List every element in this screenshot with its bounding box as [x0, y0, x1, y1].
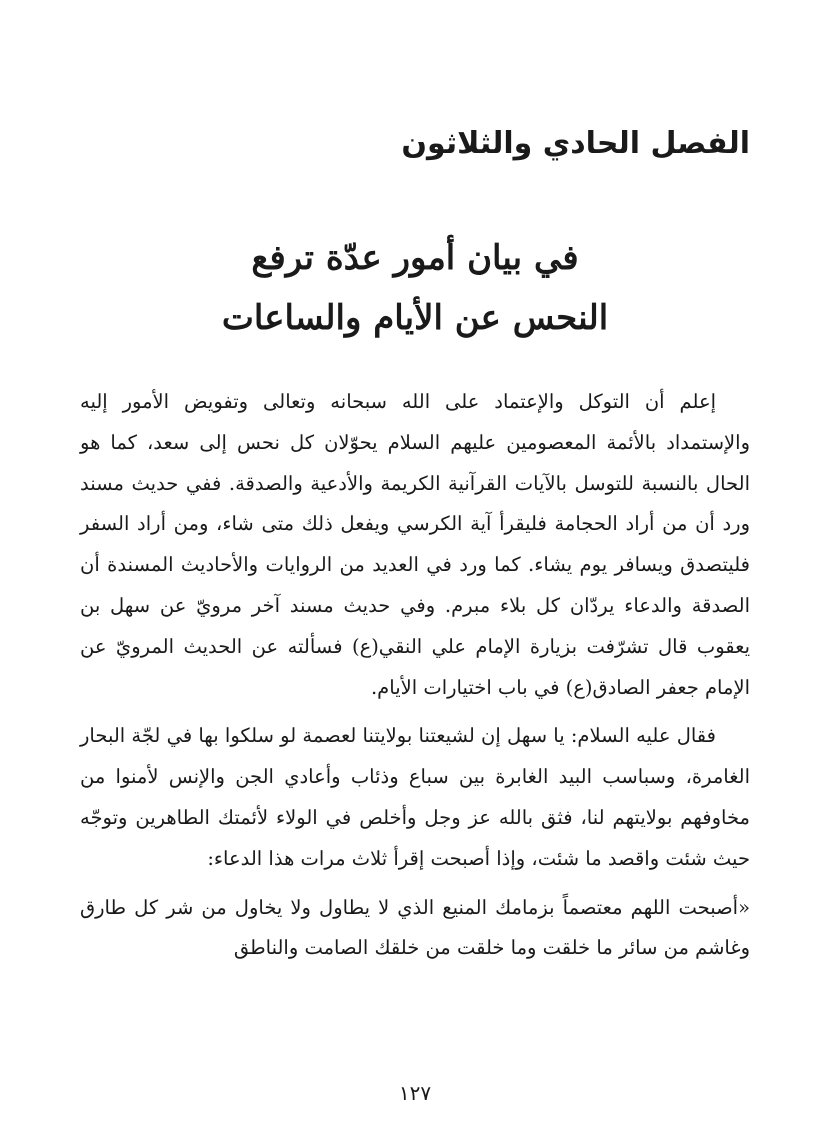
section-title-line-1: في بيان أمور عدّة ترفع [251, 238, 579, 278]
page-number: ١٢٧ [398, 1081, 432, 1105]
paragraph: إعلم أن التوكل والإعتماد على الله سبحانه وتعالى وتفويض الأمور إليه والإستمداد بالأئمة المعصومين عليهم السلام يحوّلان كل نحس إلى سعد، كما هو الحال بالنسبة للتوسل بالآيات القرآنية الكريمة والأدعية والصدقة. ففي حديث مسند ورد أن من أراد الحجامة فليقرأ آية الكرسي ويفعل ذلك متى شاء، ومن أراد السفر فليتصدق ويسافر يوم يشاء. كما ورد في العديد من الروايات والأحاديث المسندة أن الصدقة والدعاء يردّان كل بلاء مبرم. وفي حديث مسند آخر مرويّ عن سهل بن يعقوب قال تشرّفت بزيارة الإمام علي النقي(ع) فسألته عن الحديث المرويّ عن الإمام جعفر الصادق(ع) في باب اختيارات الأيام. [80, 390, 750, 699]
paragraph-quote: «أصبحت اللهم معتصماً بزمامك المنيع الذي لا يطاول ولا يخاول من شر كل طارق وغاشم من سائر ما خلقت وما خلقت من خلقك الصامت والناطق [80, 895, 750, 960]
paragraph: فقال عليه السلام: يا سهل إن لشيعتنا بولايتنا لعصمة لو سلكوا بها في لجّة البحار الغامرة، وسباسب البيد الغابرة بين سباع وذئاب وأعادي الجن والإنس لأمنوا من مخاوفهم بولايتهم لنا، فثق بالله عز وجل وأخلص في الولاء لأئمتك الطاهرين وتوجّه حيث شئت واقصد ما شئت، وإذا أصبحت إقرأ ثلاث مرات هذا الدعاء: [80, 724, 750, 870]
section-title-line-2: النحس عن الأيام والساعات [221, 298, 609, 338]
chapter-label: الفصل الحادي والثلاثون [401, 126, 750, 161]
body-text [80, 382, 750, 969]
section-title [0, 228, 830, 348]
